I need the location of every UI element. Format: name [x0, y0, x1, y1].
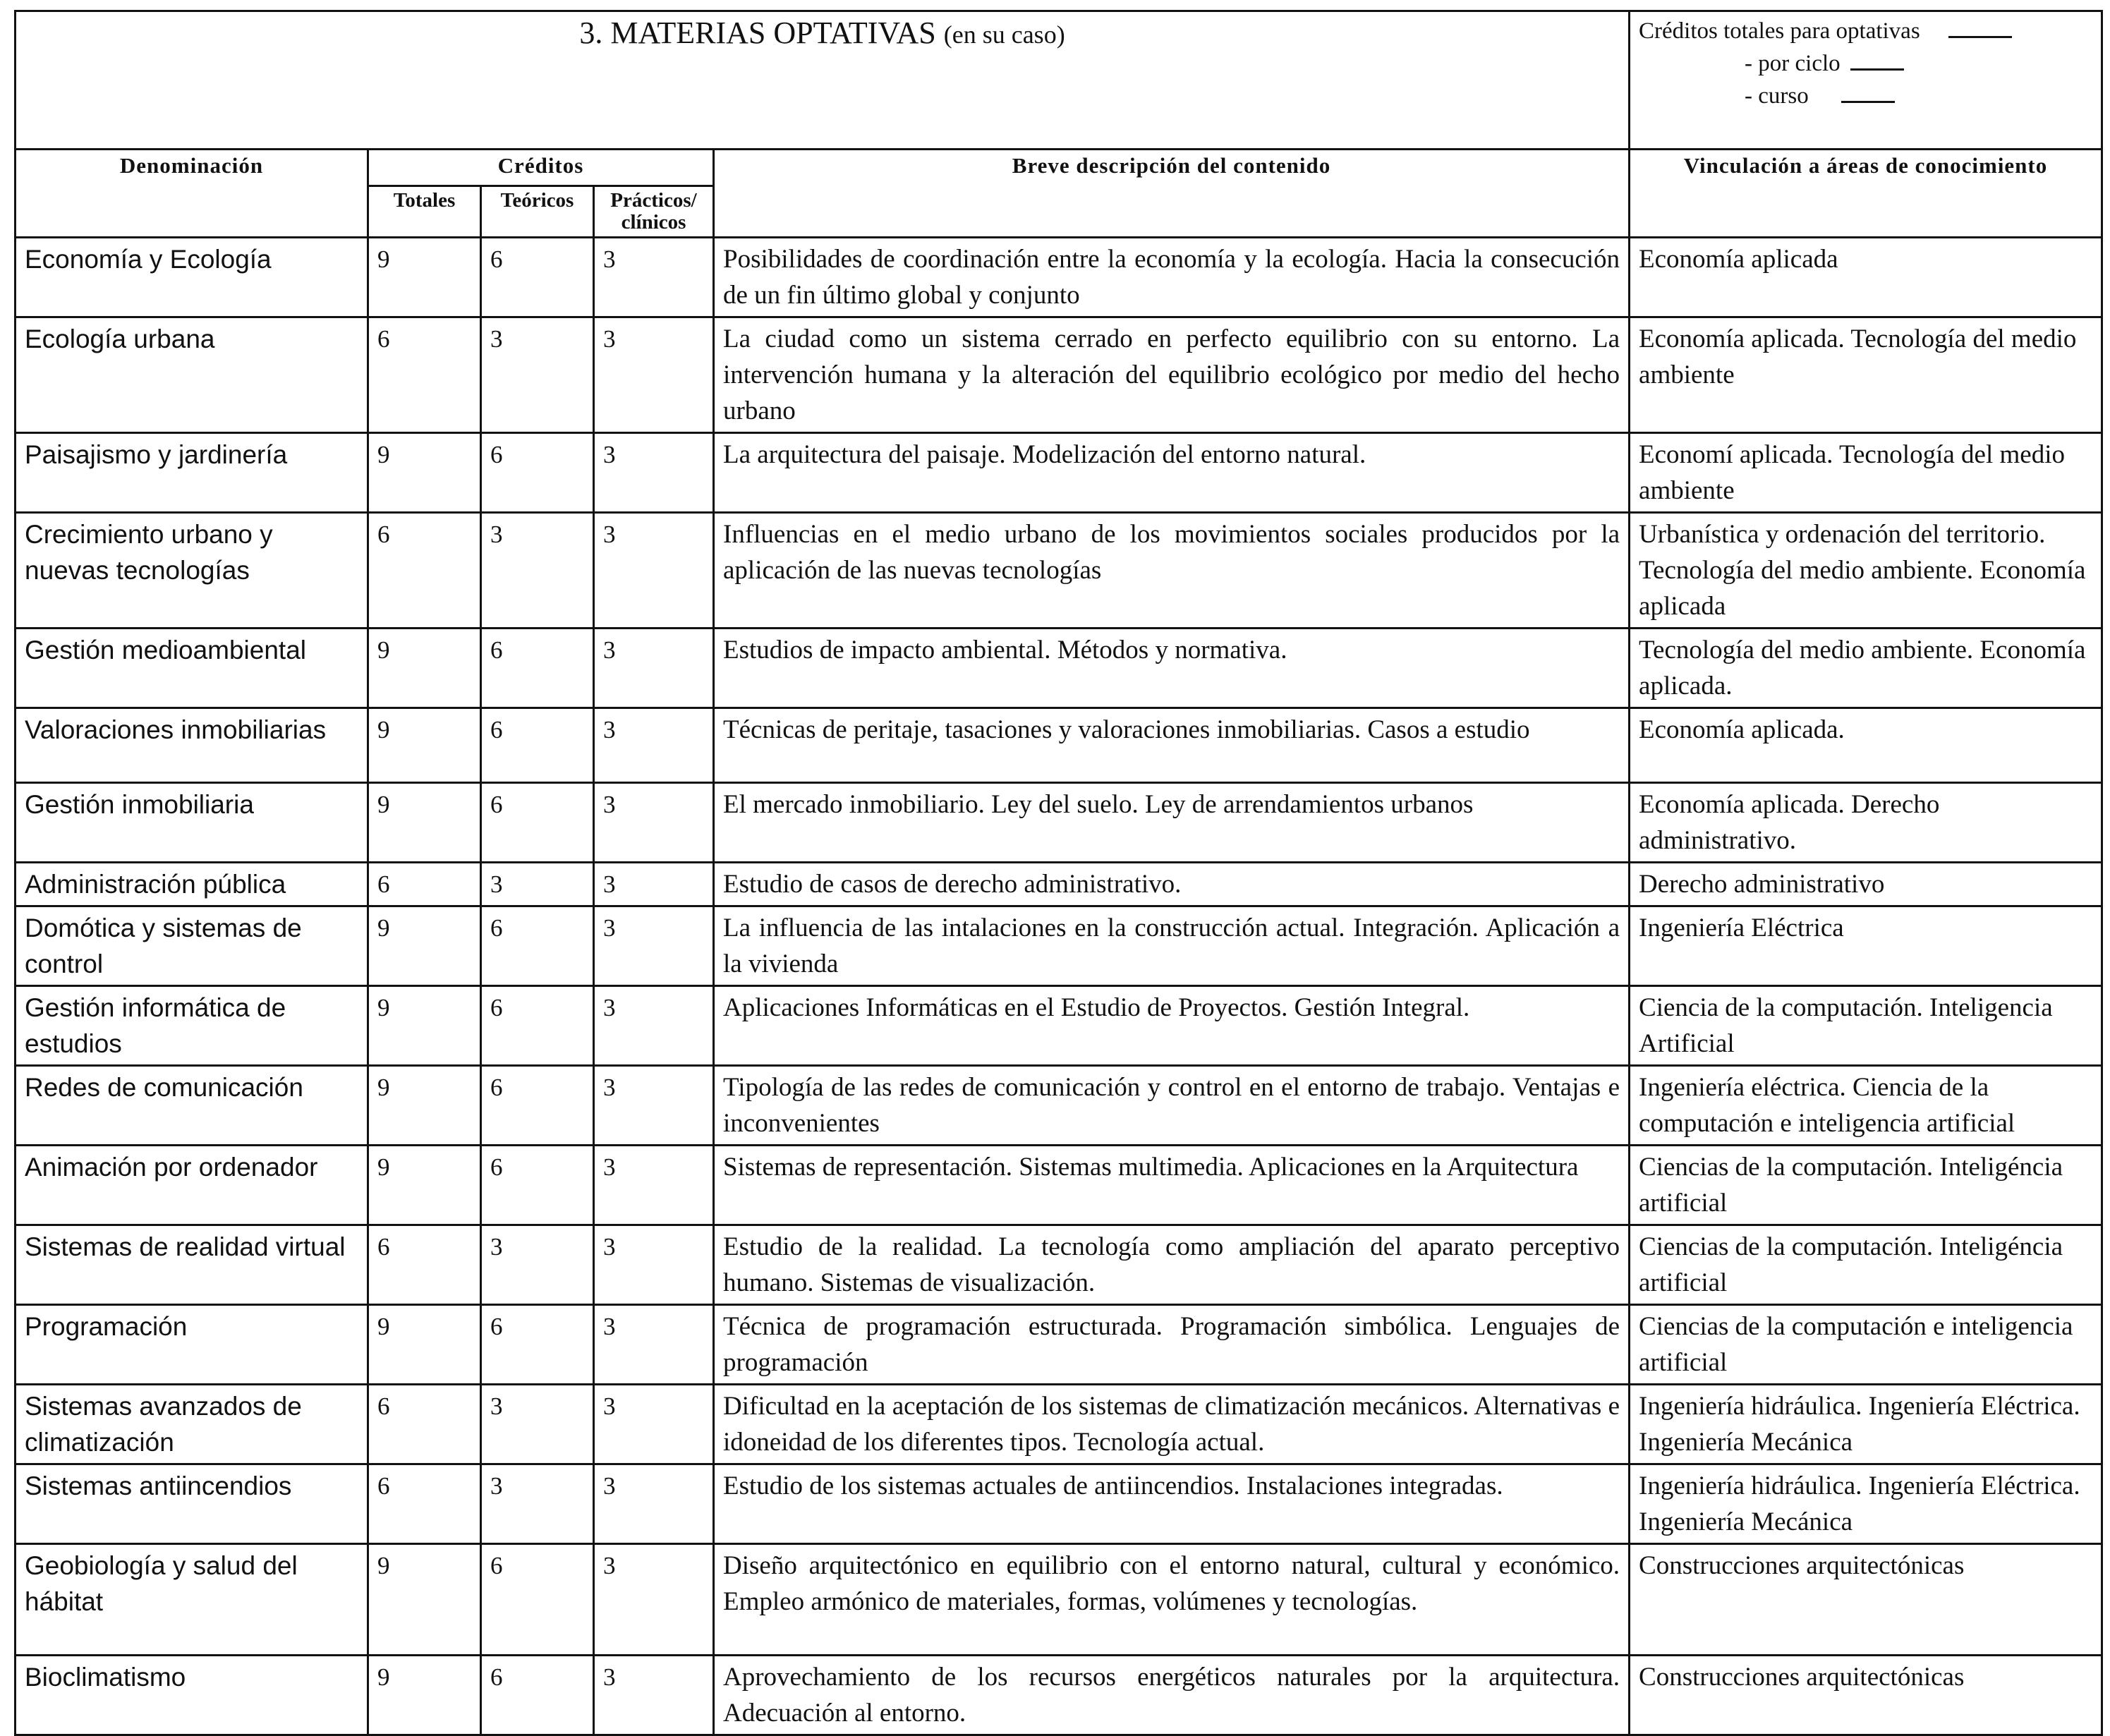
content-description: La arquitectura del paisaje. Modelización del entorno natural. — [714, 433, 1630, 513]
credits-practice: 3 — [594, 1544, 714, 1656]
header-teoricos: Teóricos — [481, 186, 594, 238]
credits-total: 9 — [368, 433, 481, 513]
subject-name: Economía y Ecología — [16, 238, 368, 317]
knowledge-area: Construcciones arquitectónicas — [1630, 1544, 2102, 1656]
credits-theory: 6 — [481, 1305, 594, 1385]
credits-total: 9 — [368, 1544, 481, 1656]
credits-total: 9 — [368, 783, 481, 863]
table-row — [16, 986, 2102, 1066]
knowledge-area: Ciencia de la computación. Inteligencia Artificial — [1630, 986, 2102, 1066]
per-course-blank — [1841, 81, 1895, 103]
credits-practice: 3 — [594, 1656, 714, 1735]
content-description: Estudio de la realidad. La tecnología como ampliación del aparato perceptivo humano. Sistemas de visualización. — [714, 1225, 1630, 1305]
table-row — [16, 708, 2102, 783]
credits-theory: 3 — [481, 1225, 594, 1305]
credits-theory: 3 — [481, 863, 594, 906]
knowledge-area: Derecho administrativo — [1630, 863, 2102, 906]
credits-total: 6 — [368, 1464, 481, 1544]
per-cycle-blank — [1850, 49, 1904, 71]
credits-theory: 3 — [481, 1385, 594, 1464]
subject-name: Gestión medioambiental — [16, 629, 368, 708]
subject-name: Domótica y sistemas de control — [16, 906, 368, 986]
credits-total: 9 — [368, 1656, 481, 1735]
credits-theory: 6 — [481, 1544, 594, 1656]
subject-name: Gestión inmobiliaria — [16, 783, 368, 863]
header-vinculacion: Vinculación a áreas de conocimiento — [1630, 150, 2102, 238]
credits-total: 6 — [368, 1385, 481, 1464]
credits-theory: 6 — [481, 238, 594, 317]
knowledge-area: Ingeniería hidráulica. Ingeniería Eléctrica. Ingeniería Mecánica — [1630, 1385, 2102, 1464]
per-cycle-line — [1639, 47, 2092, 80]
header-creditos: Créditos — [368, 150, 714, 186]
credits-total: 9 — [368, 708, 481, 783]
credit-totals-blank — [1948, 16, 2012, 38]
credits-total: 6 — [368, 1225, 481, 1305]
credits-total: 9 — [368, 906, 481, 986]
credits-theory: 6 — [481, 1066, 594, 1146]
credits-practice: 3 — [594, 783, 714, 863]
knowledge-area: Economía aplicada. — [1630, 708, 2102, 783]
credits-total: 9 — [368, 629, 481, 708]
subject-name: Crecimiento urbano y nuevas tecnologías — [16, 513, 368, 629]
title-row — [16, 11, 2102, 150]
optional-subjects-table — [14, 10, 2103, 1736]
credits-total: 9 — [368, 1066, 481, 1146]
header-row-1 — [16, 150, 2102, 186]
credits-practice: 3 — [594, 513, 714, 629]
content-description: La ciudad como un sistema cerrado en perfecto equilibrio con su entorno. La intervención humana y la alteración del equilibrio ecológico por medio del hecho urbano — [714, 317, 1630, 433]
header-descripcion: Breve descripción del contenido — [714, 150, 1630, 238]
credits-practice: 3 — [594, 1464, 714, 1544]
credit-totals-line — [1639, 15, 2092, 47]
credits-practice: 3 — [594, 317, 714, 433]
subject-name: Ecología urbana — [16, 317, 368, 433]
credit-totals-label: Créditos totales para optativas — [1639, 18, 1920, 44]
credit-totals-box — [1630, 11, 2102, 150]
subject-name: Gestión informática de estudios — [16, 986, 368, 1066]
table-row — [16, 1066, 2102, 1146]
subject-name: Redes de comunicación — [16, 1066, 368, 1146]
knowledge-area: Tecnología del medio ambiente. Economía aplicada. — [1630, 629, 2102, 708]
credits-practice: 3 — [594, 906, 714, 986]
knowledge-area: Ingeniería hidráulica. Ingeniería Eléctrica. Ingeniería Mecánica — [1630, 1464, 2102, 1544]
table-row — [16, 1305, 2102, 1385]
content-description: Sistemas de representación. Sistemas multimedia. Aplicaciones en la Arquitectura — [714, 1146, 1630, 1225]
content-description: Influencias en el medio urbano de los movimientos sociales producidos por la aplicación de las nuevas tecnologías — [714, 513, 1630, 629]
table-row — [16, 1146, 2102, 1225]
credits-practice: 3 — [594, 863, 714, 906]
knowledge-area: Economía aplicada — [1630, 238, 2102, 317]
knowledge-area: Ingeniería Eléctrica — [1630, 906, 2102, 986]
knowledge-area: Ciencias de la computación. Inteligéncia artificial — [1630, 1225, 2102, 1305]
subject-name: Sistemas antiincendios — [16, 1464, 368, 1544]
credits-practice: 3 — [594, 1385, 714, 1464]
content-description: Tipología de las redes de comunicación y control en el entorno de trabajo. Ventajas e inconvenientes — [714, 1066, 1630, 1146]
table-row — [16, 433, 2102, 513]
header-denominacion: Denominación — [16, 150, 368, 238]
credits-total: 9 — [368, 986, 481, 1066]
knowledge-area: Economí aplicada. Tecnología del medio ambiente — [1630, 433, 2102, 513]
content-description: Técnicas de peritaje, tasaciones y valoraciones inmobiliarias. Casos a estudio — [714, 708, 1630, 783]
credits-theory: 6 — [481, 986, 594, 1066]
credits-practice: 3 — [594, 238, 714, 317]
credits-theory: 6 — [481, 1146, 594, 1225]
subject-name: Valoraciones inmobiliarias — [16, 708, 368, 783]
table-row — [16, 906, 2102, 986]
credits-practice: 3 — [594, 433, 714, 513]
knowledge-area: Ciencias de la computación e inteligencia artificial — [1630, 1305, 2102, 1385]
content-description: La influencia de las intalaciones en la construcción actual. Integración. Aplicación a la vivienda — [714, 906, 1630, 986]
content-description: Estudio de los sistemas actuales de antiincendios. Instalaciones integradas. — [714, 1464, 1630, 1544]
section-title-cell — [16, 11, 1630, 150]
header-totales: Totales — [368, 186, 481, 238]
section-title: 3. MATERIAS OPTATIVAS — [579, 16, 936, 50]
credits-practice: 3 — [594, 629, 714, 708]
credits-theory: 6 — [481, 906, 594, 986]
content-description: Dificultad en la aceptación de los sistemas de climatización mecánicos. Alternativas e idoneidad de los diferentes tipos. Tecnología actual. — [714, 1385, 1630, 1464]
credits-total: 9 — [368, 238, 481, 317]
subject-name: Sistemas avanzados de climatización — [16, 1385, 368, 1464]
credits-total: 6 — [368, 513, 481, 629]
credits-practice: 3 — [594, 1305, 714, 1385]
credits-theory: 6 — [481, 629, 594, 708]
credits-total: 6 — [368, 317, 481, 433]
table-row — [16, 629, 2102, 708]
credits-theory: 3 — [481, 513, 594, 629]
credits-practice: 3 — [594, 1066, 714, 1146]
credits-total: 6 — [368, 863, 481, 906]
credits-practice: 3 — [594, 708, 714, 783]
knowledge-area: Economía aplicada. Derecho administrativo. — [1630, 783, 2102, 863]
content-description: Aprovechamiento de los recursos energéticos naturales por la arquitectura. Adecuación al entorno. — [714, 1656, 1630, 1735]
document-page — [14, 10, 2101, 1728]
credits-theory: 6 — [481, 1656, 594, 1735]
credits-theory: 3 — [481, 317, 594, 433]
subject-name: Administración pública — [16, 863, 368, 906]
credits-total: 9 — [368, 1305, 481, 1385]
table-row — [16, 783, 2102, 863]
table-row — [16, 1656, 2102, 1735]
knowledge-area: Urbanística y ordenación del territorio. Tecnología del medio ambiente. Economía aplicada — [1630, 513, 2102, 629]
content-description: Posibilidades de coordinación entre la economía y la ecología. Hacia la consecución de un fin último global y conjunto — [714, 238, 1630, 317]
per-course-line — [1639, 80, 2092, 112]
content-description: El mercado inmobiliario. Ley del suelo. Ley de arrendamientos urbanos — [714, 783, 1630, 863]
table-row — [16, 1225, 2102, 1305]
section-title-suffix: (en su caso) — [943, 20, 1065, 49]
subject-name: Programación — [16, 1305, 368, 1385]
knowledge-area: Ciencias de la computación. Inteligéncia artificial — [1630, 1146, 2102, 1225]
content-description: Estudio de casos de derecho administrativo. — [714, 863, 1630, 906]
credits-theory: 6 — [481, 783, 594, 863]
credits-total: 9 — [368, 1146, 481, 1225]
credits-theory: 6 — [481, 433, 594, 513]
table-row — [16, 1464, 2102, 1544]
credits-theory: 3 — [481, 1464, 594, 1544]
content-description: Diseño arquitectónico en equilibrio con el entorno natural, cultural y económico. Empleo armónico de materiales, formas, volúmenes y tecnologías. — [714, 1544, 1630, 1656]
subject-name: Sistemas de realidad virtual — [16, 1225, 368, 1305]
credits-practice: 3 — [594, 1146, 714, 1225]
subject-name: Geobiología y salud del hábitat — [16, 1544, 368, 1656]
knowledge-area: Ingeniería eléctrica. Ciencia de la computación e inteligencia artificial — [1630, 1066, 2102, 1146]
per-course-label: - curso — [1745, 83, 1809, 109]
table-row — [16, 513, 2102, 629]
table-row — [16, 317, 2102, 433]
subject-name: Animación por ordenador — [16, 1146, 368, 1225]
subject-name: Paisajismo y jardinería — [16, 433, 368, 513]
credits-theory: 6 — [481, 708, 594, 783]
content-description: Aplicaciones Informáticas en el Estudio de Proyectos. Gestión Integral. — [714, 986, 1630, 1066]
table-row — [16, 238, 2102, 317]
content-description: Estudios de impacto ambiental. Métodos y normativa. — [714, 629, 1630, 708]
content-description: Técnica de programación estructurada. Programación simbólica. Lenguajes de programación — [714, 1305, 1630, 1385]
table-row — [16, 863, 2102, 906]
subjects-body — [16, 238, 2102, 1735]
table-row — [16, 1385, 2102, 1464]
credits-practice: 3 — [594, 986, 714, 1066]
table-row — [16, 1544, 2102, 1656]
per-cycle-label: - por ciclo — [1745, 51, 1841, 76]
header-practicos: Prácticos/ clínicos — [594, 186, 714, 238]
credits-practice: 3 — [594, 1225, 714, 1305]
knowledge-area: Economía aplicada. Tecnología del medio ambiente — [1630, 317, 2102, 433]
knowledge-area: Construcciones arquitectónicas — [1630, 1656, 2102, 1735]
subject-name: Bioclimatismo — [16, 1656, 368, 1735]
